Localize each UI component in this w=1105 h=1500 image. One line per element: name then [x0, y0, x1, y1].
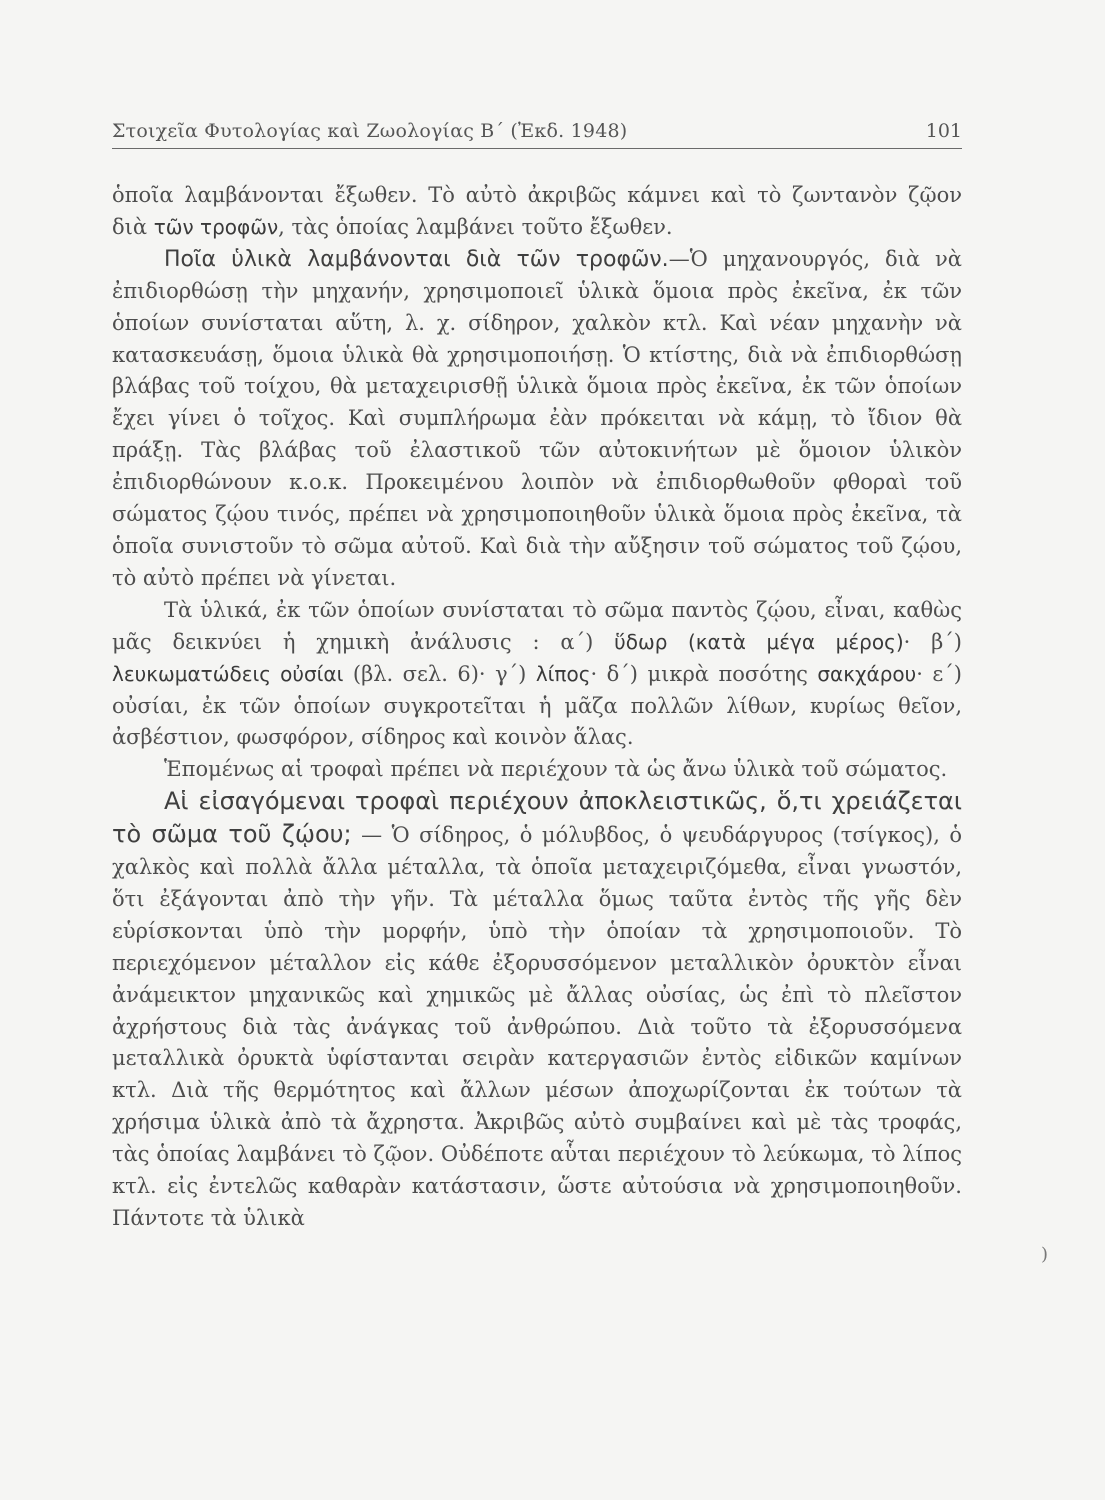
- running-header: [112, 120, 962, 149]
- book-title: Στοιχεῖα Φυτολογίας καὶ Ζωολογίας Β΄ (Ἐκδ. 1948): [112, 120, 628, 142]
- emphasis-proteins: λευκωματώδεις οὐσίαι: [112, 661, 344, 686]
- text-run: · ε΄) οὐσίαι, ἐκ τῶν ὁποίων συγκροτεῖται ἡ μᾶζα πολλῶν λίθων, κυρίως θεῖον, ἀσβέστιον, φωσφόρον, σίδηρος καὶ κοινὸν ἅλας.: [112, 661, 962, 750]
- emphasis-sugar: σακχάρου: [817, 661, 917, 686]
- paragraph-4: [112, 754, 962, 786]
- paragraph-5: [112, 786, 962, 1235]
- text-run: , τὰς ὁποίας λαμβάνει τοῦτο ἔξωθεν.: [278, 214, 673, 239]
- emphasis-water: ὕδωρ (κατὰ μέγα μέρος): [614, 629, 904, 654]
- body-text: [112, 180, 962, 1235]
- text-run: —Ὁ μηχανουργός, διὰ νὰ ἐπιδιορθώσῃ τὴν μηχανήν, χρησιμοποιεῖ ὑλικὰ ὅμοια πρὸς ἐκεῖνα, ἐκ τῶν ὁποίων συνίσταται αὕτη, λ. χ. σίδηρον, χαλκὸν κτλ. Καὶ νέαν μηχανὴν νὰ κατασκευάσῃ, ὅμοια ὑλικὰ θὰ χρησιμοποιήσῃ. Ὁ κτίστης, διὰ νὰ ἐπιδιορθώσῃ βλάβας τοῦ τοίχου, θὰ μεταχειρισθῇ ὑλικὰ ὅμοια πρὸς ἐκεῖνα, ἐκ τῶν ὁποίων ἔχει γίνει ὁ τοῖχος. Καὶ συμπλήρωμα ἐὰν πρόκειται νὰ κάμῃ, τὸ ἴδιον θὰ πράξῃ. Τὰς βλάβας τοῦ ἐλαστικοῦ τῶν αὐτοκινήτων μὲ ὅμοιον ὑλικὸν ἐπιδιορθώνουν κ.ο.κ. Προκειμένου λοιπὸν νὰ ἐπιδιορθωθοῦν φθοραὶ τοῦ σώματος ζῴου τινός, πρέπει νὰ χρησιμοποιηθοῦν ὑλικὰ ὅμοια πρὸς ἐκεῖνα, τὰ ὁποῖα συνιστοῦν τὸ σῶμα αὐτοῦ. Καὶ διὰ τὴν αὔξησιν τοῦ σώματος τοῦ ζῴου, τὸ αὐτὸ πρέπει νὰ γίνεται.: [112, 246, 962, 590]
- text-run: · δ΄) μικρὰ ποσότης: [590, 661, 818, 686]
- margin-mark: ): [1041, 1244, 1049, 1265]
- text-run: Ἑπομένως αἱ τροφαὶ πρέπει νὰ περιέχουν τὰ ὡς ἄνω ὑλικὰ τοῦ σώματος.: [164, 757, 948, 782]
- emphasis-foods: τῶν τροφῶν: [153, 214, 279, 239]
- emphasis-fat: λίπος: [535, 661, 591, 686]
- text-run: ὁποῖα λαμβάνονται ἔξωθεν. Τὸ αὐτὸ ἀκριβῶς κάμνει καὶ τὸ ζωντανὸν ζῷον διὰ: [112, 183, 962, 239]
- paragraph-1: [112, 180, 962, 244]
- paragraph-3: [112, 595, 962, 755]
- paragraph-2: [112, 244, 962, 595]
- text-run: — Ὁ σίδηρος, ὁ μόλυβδος, ὁ ψευδάργυρος (τσίγκος), ὁ χαλκὸς καὶ πολλὰ ἄλλα μέταλλα, τὰ ὁποῖα μεταχειριζόμεθα, εἶναι γνωστόν, ὅτι ἐξάγονται ἀπὸ τὴν γῆν. Τὰ μέταλλα ὅμως ταῦτα ἐντὸς τῆς γῆς δὲν εὑρίσκονται ὑπὸ τὴν μορφήν, ὑπὸ τὴν ὁποίαν τὰ χρησιμοποιοῦν. Τὸ περιεχόμενον μέταλλον εἰς κάθε ἐξορυσσόμενον μεταλλικὸν ὀρυκτὸν εἶναι ἀνάμεικτον μηχανικῶς καὶ χημικῶς μὲ ἄλλας οὐσίας, ὡς ἐπὶ τὸ πλεῖστον ἀχρήστους διὰ τὰς ἀνάγκας τοῦ ἀνθρώπου. Διὰ τοῦτο τὰ ἐξορυσσόμενα μεταλλικὰ ὀρυκτὰ ὑφίστανται σειρὰν κατεργασιῶν ἐντὸς εἰδικῶν καμίνων κτλ. Διὰ τῆς θερμότητος καὶ ἄλλων μέσων ἀποχωρίζονται ἐκ τούτων τὰ χρήσιμα ὑλικὰ ἀπὸ τὰ ἄχρηστα. Ἀκριβῶς αὐτὸ συμβαίνει καὶ μὲ τὰς τροφάς, τὰς ὁποίας λαμβάνει τὸ ζῷον. Οὐδέποτε αὗται περιέχουν τὸ λεύκωμα, τὸ λίπος κτλ. εἰς ἐντελῶς καθαρὰν κατάστασιν, ὥστε αὐτούσια νὰ χρησιμοποιηθοῦν. Πάντοτε τὰ ὑλικὰ: [112, 823, 962, 1230]
- section-heading-materials: Ποῖα ὑλικὰ λαμβάνονται διὰ τῶν τροφῶν.: [164, 246, 669, 272]
- text-run: (βλ. σελ. 6)· γ΄): [343, 661, 536, 686]
- page-number: 101: [925, 120, 962, 142]
- text-run: Τὰ ὑλικά, ἐκ τῶν ὁποίων συνίσταται τὸ σῶμα παντὸς ζῴου, εἶναι, καθὼς μᾶς δεικνύει ἡ χημικὴ ἀνάλυσις : α΄): [112, 597, 962, 654]
- section-heading-question: Αἱ εἰσαγόμεναι τροφαὶ περιέχουν ἀποκλειστικῶς, ὅ,τι χρειάζεται τὸ σῶμα τοῦ ζῴου;: [112, 787, 962, 849]
- text-run: · β΄): [903, 629, 963, 654]
